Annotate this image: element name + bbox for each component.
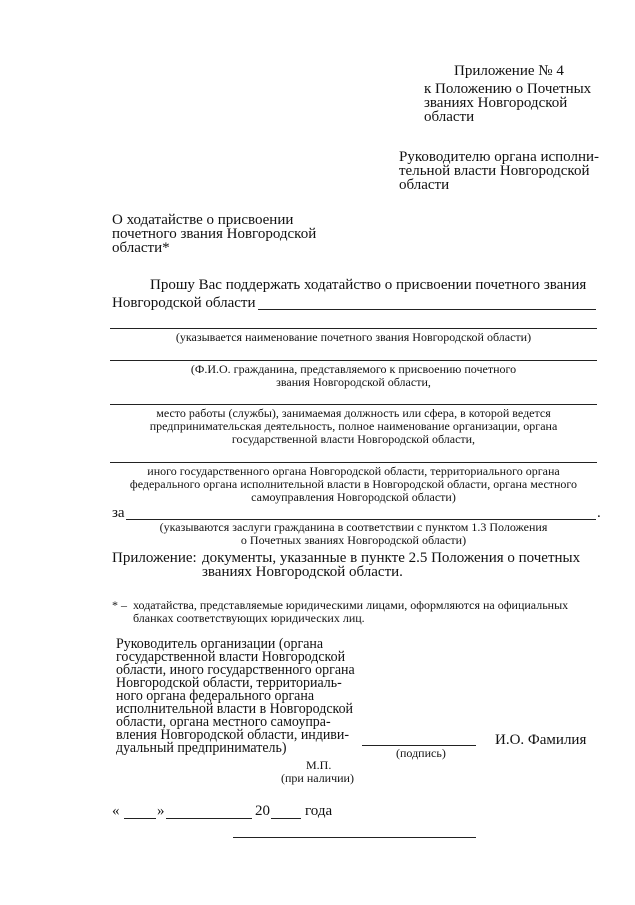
merit-hint-1: (указываются заслуги гражданина в соответствии с пунктом 1.3 Положения — [159, 520, 548, 534]
attachment-text-2: званиях Новгородской области. — [202, 564, 403, 580]
organ-hint-2: федерального органа исполнительной власти в Новгородской области, органа местного — [129, 477, 578, 491]
fio-field-line — [110, 360, 597, 361]
honor-title-cont-line — [110, 328, 597, 329]
signatory-line-3: области, иного государственного органа — [116, 662, 355, 678]
stamp-note: (при наличии) — [281, 771, 354, 785]
appendix-ref-2: званиях Новгородской — [424, 95, 568, 111]
signatory-line-9: дуальный предприниматель) — [116, 740, 287, 756]
request-line-1: Прошу Вас поддержать ходатайство о присвоении почетного звания — [150, 277, 587, 293]
addressee-line-1: Руководителю органа исполни- — [399, 149, 600, 165]
signatory-line-4: Новгородской области, территориаль- — [116, 675, 342, 691]
organ-hint-1: иного государственного органа Новгородской области, территориального органа — [147, 464, 560, 478]
subject-line-2: почетного звания Новгородской — [112, 226, 317, 242]
za-end-dot: . — [597, 505, 601, 521]
addressee-line-2: тельной власти Новгородской — [399, 163, 590, 179]
bottom-line — [233, 837, 476, 838]
appendix-ref-1: к Положению о Почетных — [424, 81, 592, 97]
stamp-label: М.П. — [306, 758, 332, 772]
appendix-number: Приложение № 4 — [454, 63, 564, 79]
attachment-label: Приложение: — [112, 550, 197, 566]
work-hint-3: государственной власти Новгородской области, — [231, 432, 476, 446]
date-day-line — [124, 818, 156, 819]
signatory-line-7: области, органа местного самоупра- — [116, 714, 331, 730]
request-line-2-label: Новгородской области — [112, 295, 256, 311]
footnote-mark: * – — [112, 598, 127, 612]
signatory-name: И.О. Фамилия — [495, 732, 587, 748]
fio-hint-1: (Ф.И.О. гражданина, представляемого к присвоению почетного — [190, 362, 517, 376]
date-open-quote: « — [112, 803, 120, 819]
footnote-text-2: бланках соответствующих юридических лиц. — [133, 611, 365, 625]
work-hint-2: предпринимательская деятельность, полное наименование организации, органа — [149, 419, 558, 433]
date-year-prefix: 20 — [255, 803, 270, 819]
za-label: за — [112, 505, 125, 521]
signatory-line-1: Руководитель организации (органа — [116, 636, 324, 652]
signatory-line-2: государственной власти Новгородской — [116, 649, 346, 665]
signature-hint: (подпись) — [396, 746, 446, 760]
date-close-quote: » — [157, 803, 165, 819]
addressee-line-3: области — [399, 177, 450, 193]
organ-field-line — [110, 462, 597, 463]
organ-hint-3: самоуправления Новгородской области) — [251, 490, 456, 504]
date-month-line — [166, 818, 252, 819]
honor-title-field-line — [258, 309, 596, 310]
subject-line-3: области* — [112, 240, 170, 256]
signatory-line-5: ного органа федерального органа — [116, 688, 315, 704]
work-field-line — [110, 404, 597, 405]
attachment-text-1: документы, указанные в пункте 2.5 Положения о почетных — [202, 550, 581, 566]
signatory-line-8: вления Новгородской области, индиви- — [116, 727, 350, 743]
footnote-text-1: ходатайства, представляемые юридическими лицами, оформляются на официальных — [133, 598, 569, 612]
honor-title-hint: (указывается наименование почетного звания Новгородской области) — [175, 330, 532, 344]
date-year-line — [271, 818, 301, 819]
subject-line-1: О ходатайстве о присвоении — [112, 212, 294, 228]
signatory-line-6: исполнительной власти в Новгородской — [116, 701, 354, 717]
fio-hint-2: звания Новгородской области, — [276, 375, 431, 389]
merit-hint-2: о Почетных званиях Новгородской области) — [240, 533, 467, 547]
work-hint-1: место работы (службы), занимаемая должность или сфера, в которой ведется — [156, 406, 551, 420]
appendix-ref-3: области — [424, 109, 475, 125]
date-year-suffix: года — [305, 803, 333, 819]
signatory-block — [116, 638, 373, 755]
